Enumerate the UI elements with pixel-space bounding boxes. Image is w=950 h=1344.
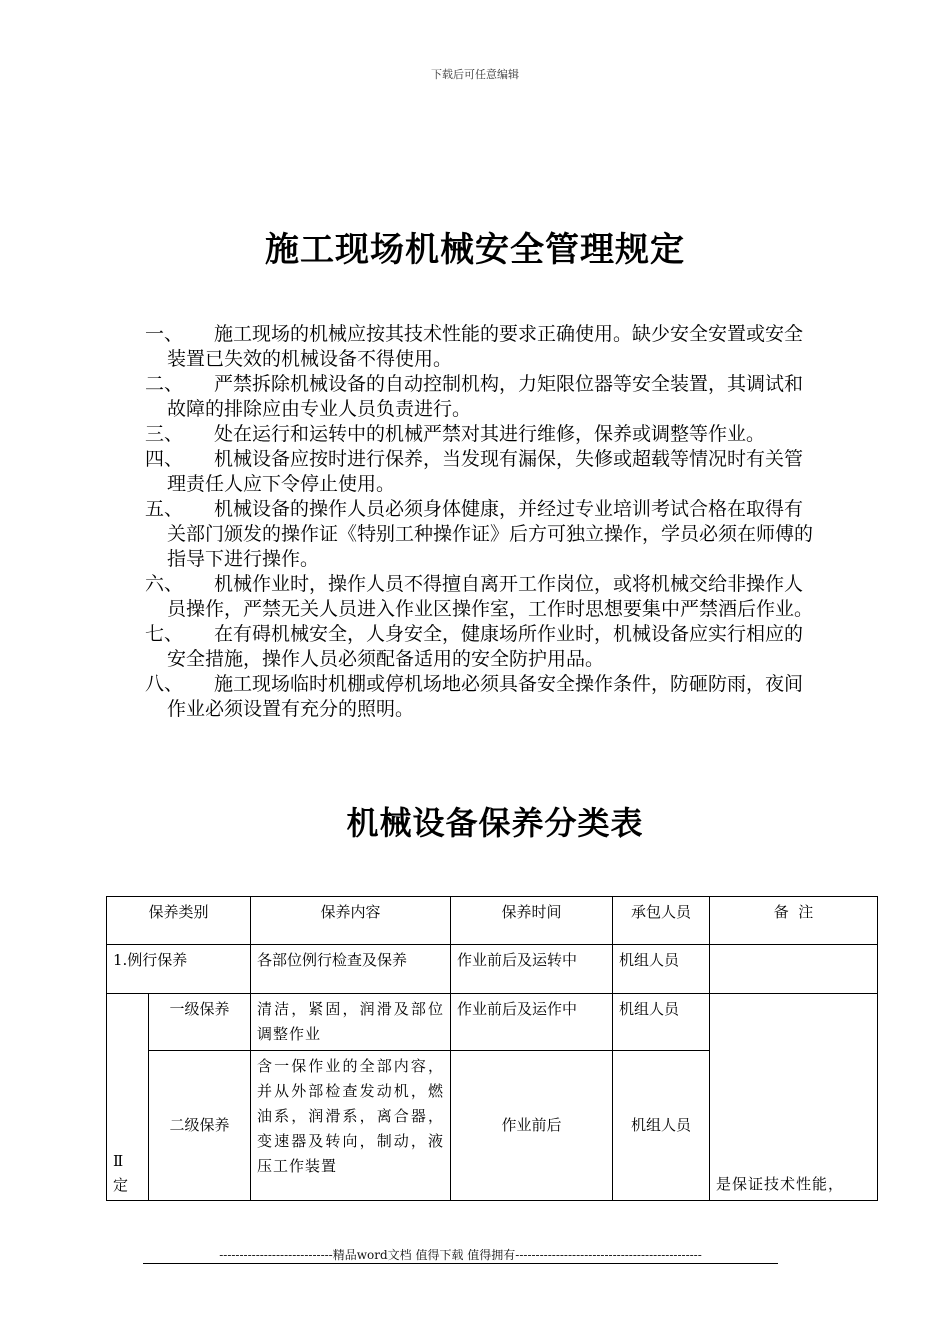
maintenance-table [106, 896, 878, 1201]
rule-text: 机械作业时，操作人员不得擅自离开工作岗位，或将机械交给非操作人员操作，严禁无关人员进入作业区操作室，工作时思想要集中严禁酒后作业。 [167, 573, 814, 620]
header-content: 保养内容 [251, 897, 451, 945]
row3-staff: 机组人员 [613, 1051, 710, 1201]
rule-text: 机械设备应按时进行保养，当发现有漏保，失修或超载等情况时有关管理责任人应下令停止使用。 [167, 448, 804, 495]
rule-item [145, 622, 815, 672]
rule-text: 机械设备的操作人员必须身体健康，并经过专业培训考试合格在取得有关部门颁发的操作证《特别工种操作证》后方可独立操作，学员必须在师傅的指导下进行操作。 [167, 498, 814, 570]
table-title: 机械设备保养分类表 [346, 804, 644, 842]
rule-text: 施工现场的机械应按其技术性能的要求正确使用。缺少安全安置或安全装置已失效的机械设备不得使用。 [167, 323, 804, 370]
row1-content: 各部位例行检查及保养 [251, 945, 451, 994]
rule-text: 在有碍机械安全，人身安全，健康场所作业时，机械设备应实行相应的安全措施，操作人员必须配备适用的安全防护用品。 [167, 623, 804, 670]
rule-item [145, 422, 815, 447]
row3-content: 含一保作业的全部内容，并从外部检查发动机，燃油系，润滑系，离合器，变速器及转向，制动，液压工作装置 [251, 1051, 451, 1201]
page-title: 施工现场机械安全管理规定 [265, 230, 685, 270]
row2-sub: 一级保养 [149, 994, 251, 1051]
rule-item [145, 497, 815, 572]
row1-note [710, 945, 878, 994]
rule-item [145, 447, 815, 497]
row3-sub: 二级保养 [149, 1051, 251, 1201]
header-category: 保养类别 [107, 897, 251, 945]
footer-divider [143, 1263, 778, 1264]
rule-number: 四、 [145, 448, 184, 470]
row1-category: 1.例行保养 [107, 945, 251, 994]
rule-text: 处在运行和运转中的机械严禁对其进行维修，保养或调整等作业。 [214, 423, 766, 445]
rule-number: 六、 [145, 573, 184, 595]
table-row [107, 945, 878, 994]
rule-number: 三、 [145, 423, 184, 445]
table-row [107, 994, 878, 1051]
footer-text: ----------------------------精品word文档 值得下载 值得拥有---------------------------------------------- [219, 1248, 702, 1262]
header-staff: 承包人员 [613, 897, 710, 945]
rule-item [145, 672, 815, 722]
row2-note: 是保证技术性能， [710, 994, 878, 1201]
rule-number: 八、 [145, 673, 184, 695]
rule-number: 二、 [145, 373, 184, 395]
row1-time: 作业前后及运转中 [451, 945, 613, 994]
rule-item [145, 372, 815, 422]
header-note: 备 注 [710, 897, 878, 945]
row2-group: Ⅱ 定 [107, 994, 149, 1201]
row1-staff: 机组人员 [613, 945, 710, 994]
table-header-row [107, 897, 878, 945]
rule-number: 七、 [145, 623, 184, 645]
row2-time: 作业前后及运作中 [451, 994, 613, 1051]
rule-number: 一、 [145, 323, 184, 345]
header-time: 保养时间 [451, 897, 613, 945]
rule-number: 五、 [145, 498, 184, 520]
rule-text: 施工现场临时机棚或停机场地必须具备安全操作条件，防砸防雨，夜间作业必须设置有充分的照明。 [167, 673, 804, 720]
rule-item [145, 572, 815, 622]
rule-text: 严禁拆除机械设备的自动控制机构，力矩限位器等安全装置，其调试和故障的排除应由专业人员负责进行。 [167, 373, 804, 420]
header-note: 下载后可任意编辑 [431, 68, 519, 81]
row2-content: 清洁，紧固，润滑及部位调整作业 [251, 994, 451, 1051]
rule-item [145, 322, 815, 372]
row2-staff: 机组人员 [613, 994, 710, 1051]
rules-list [145, 322, 815, 722]
row3-time: 作业前后 [451, 1051, 613, 1201]
